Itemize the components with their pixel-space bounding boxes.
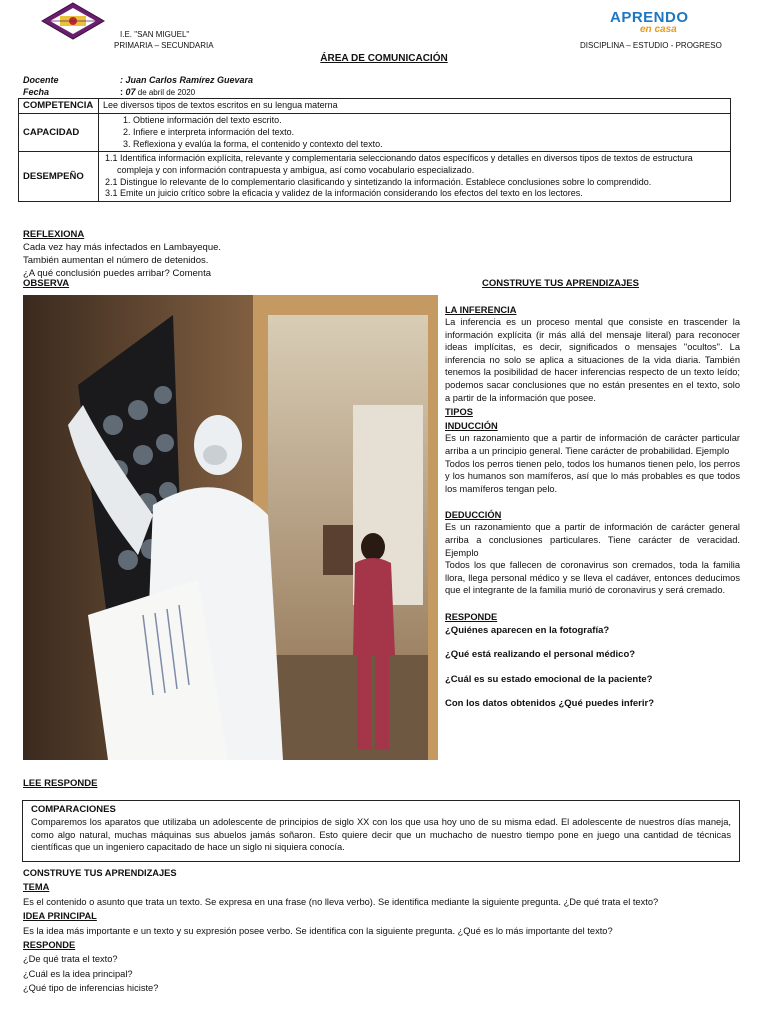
competencia-text: Lee diversos tipos de textos escritos en su lengua materna bbox=[99, 99, 731, 114]
table-row bbox=[19, 99, 731, 114]
list-item: 2.1 Distingue lo relevante de lo complementario clasificando y sintetizando la información. Establece conclusiones sobre lo comprendido. bbox=[105, 176, 652, 187]
induccion-title: INDUCCIÓN bbox=[445, 421, 498, 432]
tema-title: TEMA bbox=[23, 882, 50, 893]
comparaciones-text: Comparemos los aparatos que utilizaba un adolescente de principios de siglo XX con los que usa hoy uno de su misma edad. El adolescente de nuestros días maneja, como algo natural, muchas máquinas sus abuelos jamás soñaron. Esto quiere decir que un muchacho de nuestro tiempo pone en juego una cantidad de técnicas científicas que un ingeniero capacitado de hace un siglo ni siquiera conocía. bbox=[31, 817, 731, 853]
question: ¿Quiénes aparecen en la fotografía? bbox=[445, 625, 610, 637]
deduccion-example: Todos los que fallecen de coronavirus son cremados, toda la familia llora, llega personal médico y se lleva el cadáver, entonces deducimos que el integrante de la familia murió de coronavirus y será cremado. bbox=[445, 560, 740, 596]
desempeno-label: DESEMPEÑO bbox=[19, 152, 99, 202]
docente-label: Docente bbox=[23, 75, 59, 85]
reflexiona-section bbox=[23, 228, 423, 280]
capacidad-label: CAPACIDAD bbox=[19, 114, 99, 152]
list-item: 3.1 Emite un juicio crítico sobre la eficacia y validez de la información considerando los efectos del texto en los lectores. bbox=[105, 188, 583, 199]
question: ¿De qué trata el texto? bbox=[23, 954, 118, 965]
inferencia-title: LA INFERENCIA bbox=[445, 305, 517, 315]
competencia-label: COMPETENCIA bbox=[19, 99, 99, 114]
reflexiona-line: ¿A qué conclusión puedes arribar? Comenta bbox=[23, 268, 212, 279]
construye-bottom-title: CONSTRUYE TUS APRENDIZAJES bbox=[23, 868, 177, 878]
question: ¿Qué tipo de inferencias hiciste? bbox=[23, 983, 159, 994]
docente-value: : Juan Carlos Ramírez Guevara bbox=[120, 75, 254, 85]
responde-bottom-title: RESPONDE bbox=[23, 940, 76, 951]
school-motto: DISCIPLINA – ESTUDIO - PROGRESO bbox=[580, 41, 722, 50]
induccion-text: Es un razonamiento que a partir de información de carácter particular arriba a un principio general. Tiene carácter de probabilidad. Ejemplo bbox=[445, 433, 740, 456]
competencies-table bbox=[18, 98, 731, 202]
tema-text: Es el contenido o asunto que trata un texto. Se expresa en una frase (no lleva verbo). Se identifica mediante la siguiente pregunta. ¿De qué trata el texto? bbox=[23, 896, 659, 907]
deduccion-text: Es un razonamiento que a partir de información de carácter general arriba a conclusiones particulares. Tiene carácter de veracidad. Ejemplo bbox=[445, 522, 740, 558]
question: Con los datos obtenidos ¿Qué puedes inferir? bbox=[445, 698, 655, 710]
comparaciones-box bbox=[22, 800, 740, 862]
reflexiona-title: REFLEXIONA bbox=[23, 229, 85, 240]
fecha-label: Fecha bbox=[23, 87, 50, 97]
page-title: ÁREA DE COMUNICACIÓN bbox=[320, 53, 448, 64]
school-levels: PRIMARIA – SECUNDARIA bbox=[114, 41, 214, 50]
list-item: 1.1 Identifica información explícita, relevante y complementaria seleccionando datos específicos y detalles en diversos tipos de textos de estructura compleja y con información contrapuesta y ambigua, así como vocabulario especializado. bbox=[105, 153, 693, 176]
list-item: 1. Obtiene información del texto escrito. bbox=[133, 115, 726, 127]
hospital-photo bbox=[23, 295, 438, 760]
aprendo-en-casa-logo bbox=[610, 10, 694, 38]
tipos-title: TIPOS bbox=[445, 407, 473, 418]
question: ¿Cuál es la idea principal? bbox=[23, 968, 133, 979]
school-logo bbox=[40, 2, 106, 40]
lee-responde-label: LEE RESPONDE bbox=[23, 778, 98, 789]
question: ¿Cuál es su estado emocional de la paciente? bbox=[445, 673, 653, 685]
reflexiona-line: También aumentan el número de detenidos. bbox=[23, 255, 209, 266]
inferencia-text: La inferencia es un proceso mental que consiste en trascender la información explícita (ir más allá del mensaje literal) para reconocer ideas implícitas, es decir, significados o mensajes "ocultos". La inferencia no solo se aplica a situaciones de la vida diaria. También tenemos la posibilidad de hacer inferencias respecto de un texto leído; podemos sacar conclusiones que no están presentes en el texto, solo a partir de la información que posee. bbox=[445, 317, 740, 403]
bottom-section bbox=[23, 866, 743, 996]
observa-label: OBSERVA bbox=[23, 278, 70, 289]
list-item: 2. Infiere e interpreta información del texto. bbox=[133, 127, 726, 139]
responde-title: RESPONDE bbox=[445, 612, 498, 622]
table-row bbox=[19, 114, 731, 152]
induccion-example: Todos los perros tienen pelo, todos los humanos tienen pelo, los perros y los humanos son mamíferos, así que lo más probables es que todos los mamíferos tengan pelo. bbox=[445, 458, 740, 494]
brand-bottom: en casa bbox=[640, 24, 677, 35]
table-row bbox=[19, 152, 731, 202]
brand-top: APRENDO bbox=[610, 9, 689, 26]
list-item: 3. Reflexiona y evalúa la forma, el contenido y contexto del texto. bbox=[133, 139, 726, 151]
idea-principal-text: Es la idea más importante e un texto y su expresión posee verbo. Se identifica con la siguiente pregunta. ¿Qué es lo más importante del texto? bbox=[23, 925, 613, 936]
school-name: I.E. "SAN MIGUEL" bbox=[120, 30, 190, 39]
idea-principal-title: IDEA PRINCIPAL bbox=[23, 911, 97, 922]
deduccion-title: DEDUCCIÓN bbox=[445, 510, 502, 521]
inference-theory bbox=[445, 302, 740, 710]
comparaciones-title: COMPARACIONES bbox=[31, 804, 116, 815]
capacidad-cell bbox=[99, 114, 731, 152]
desempeno-cell bbox=[99, 152, 731, 202]
reflexiona-line: Cada vez hay más infectados en Lambayeque. bbox=[23, 242, 222, 253]
fecha-value: : 07 de abril de 2020 bbox=[120, 87, 196, 97]
construye-label: CONSTRUYE TUS APRENDIZAJES bbox=[482, 278, 639, 289]
question: ¿Qué está realizando el personal médico? bbox=[445, 649, 636, 661]
